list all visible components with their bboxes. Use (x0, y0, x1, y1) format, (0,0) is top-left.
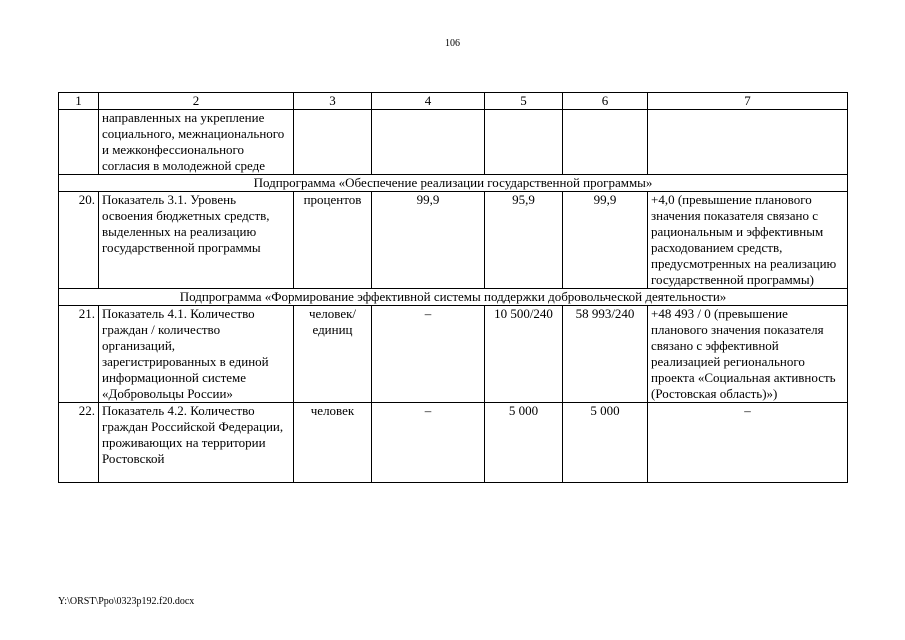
cell-name: Показатель 4.1. Количество граждан / количество организаций, зарегистрированных в единой информационной системе «Добровольцы России» (99, 306, 294, 403)
subprogram-row (59, 175, 848, 192)
header-col-1: 1 (59, 93, 99, 110)
cell-unit: процентов (294, 192, 372, 289)
subprogram-title: Подпрограмма «Обеспечение реализации государственной программы» (59, 175, 848, 192)
cell-name: Показатель 3.1. Уровень освоения бюджетных средств, выделенных на реализацию государственной программы (99, 192, 294, 289)
cell-col-4 (372, 110, 485, 175)
subprogram-row (59, 289, 848, 306)
table-row-20 (59, 192, 848, 289)
cell-name-text: Показатель 4.2. Количество граждан Российской Федерации, проживающих на территории Ростовской (102, 403, 284, 466)
cell-unit: человек/ единиц (294, 306, 372, 403)
cell-col-5: 95,9 (485, 192, 563, 289)
header-col-6: 6 (563, 93, 648, 110)
indicators-table (58, 92, 848, 483)
header-col-3: 3 (294, 93, 372, 110)
cell-col-4: – (372, 403, 485, 483)
subprogram-title: Подпрограмма «Формирование эффективной системы поддержки добровольческой деятельности» (59, 289, 848, 306)
header-col-5: 5 (485, 93, 563, 110)
cell-col-5 (485, 110, 563, 175)
cell-col-5: 5 000 (485, 403, 563, 483)
cell-col-7: – (648, 403, 848, 483)
cell-name (99, 403, 294, 483)
cell-col-6: 5 000 (563, 403, 648, 483)
header-col-2: 2 (99, 93, 294, 110)
cell-num: 22. (59, 403, 99, 483)
page-number: 106 (445, 38, 460, 49)
cell-col-6: 99,9 (563, 192, 648, 289)
cell-col-4: – (372, 306, 485, 403)
cell-col-7: +4,0 (превышение планового значения показателя связано с рациональным и эффективным расходованием средств, предусмотренных на реализацию государственной программы) (648, 192, 848, 289)
cell-num: 20. (59, 192, 99, 289)
table-row-21 (59, 306, 848, 403)
cell-unit: человек (294, 403, 372, 483)
cell-col-4: 99,9 (372, 192, 485, 289)
cell-num (59, 110, 99, 175)
header-col-7: 7 (648, 93, 848, 110)
header-col-4: 4 (372, 93, 485, 110)
table-row-22 (59, 403, 848, 483)
cell-unit (294, 110, 372, 175)
cell-name: направленных на укрепление социального, межнационального и межконфессионального согласия в молодежной среде (99, 110, 294, 175)
cell-col-6 (563, 110, 648, 175)
cell-col-7: +48 493 / 0 (превышение планового значения показателя связано с эффективной реализацией регионального проекта «Социальная активность (Ростовская область)») (648, 306, 848, 403)
cell-col-7 (648, 110, 848, 175)
cell-num: 21. (59, 306, 99, 403)
table-row-continuation (59, 110, 848, 175)
cell-col-5: 10 500/240 (485, 306, 563, 403)
file-path-footer: Y:\ORST\Ppo\0323p192.f20.docx (58, 596, 195, 607)
header-row (59, 93, 848, 110)
cell-col-6: 58 993/240 (563, 306, 648, 403)
